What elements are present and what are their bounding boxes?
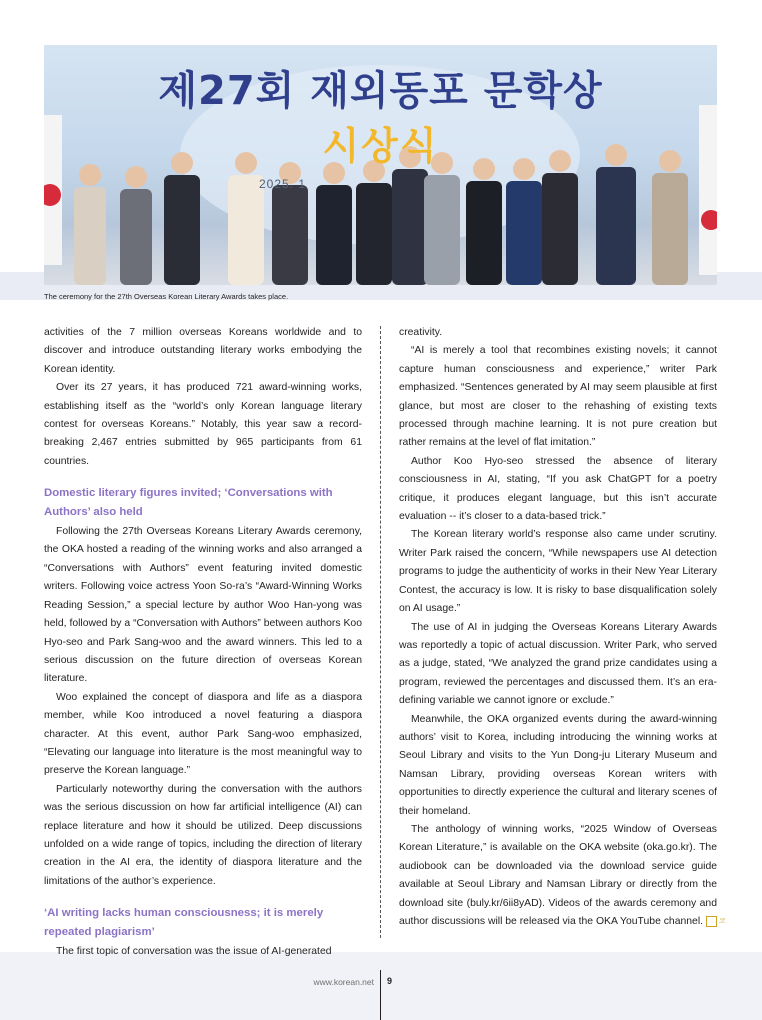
paragraph: Woo explained the concept of diaspora and life as a diaspora member, while Koo introduced a novel featuring a diaspora character. At this event, author Park Sang-woo emphasized, “Elevating our language into literature is the most meaningful way to preserve the Korean language.”	[44, 691, 362, 777]
paragraph: The use of AI in judging the Overseas Koreans Literary Awards was reportedly a topic of actual discussion. Writer Park, who served as a judge, stated, “We analyzed the grand prize candidates using a program, reviewed the percentages and discussed them. It’s an era-defining variable we cannot ignore or exclude.”	[399, 621, 717, 707]
paragraph: Meanwhile, the OKA organized events during the award-winning authors’ visit to Korea, including introducing the winning works at Seoul Library and visits to the Yun Dong-ju Literary Museum and Namsan Library, providing overseas Korean writers with opportunities to directly experience the cultural and literary scenes of their homeland.	[399, 713, 717, 817]
paragraph: “AI is merely a tool that recombines existing novels; it cannot capture human consciousness and experience,” writer Park emphasized. “Sentences generated by AI may seem plausible at first glance, but most are closer to the rehashing of existing texts processed through machine learning. It is not pure creation but rather remains at the level of flat imitation.”	[399, 345, 717, 449]
paragraph: Following the 27th Overseas Koreans Literary Awards ceremony, the OKA hosted a reading of the winning works and also arranged a “Conversations with Authors” event featuring invited domestic writers. Following voice actress Yoon So-ra’s “Award-Winning Works Reading Session,” a special lecture by author Woo Han-yong was held, followed by a “Conversation with Authors” between authors Koo Hyo-seo and Park Sang-woo and the award winners. This led to a serious discussion on the future direction of overseas Korean literature.	[44, 526, 362, 685]
photo-banner-title: 제27회 재외동포 문학상	[158, 68, 603, 114]
photo-banner-subtitle: 시상식	[322, 124, 439, 168]
paragraph: The first topic of conversation was the issue of AI-generated	[56, 946, 332, 957]
page-number: 9	[387, 976, 393, 986]
photo-caption: The ceremony for the 27th Overseas Korean Literary Awards takes place.	[44, 292, 289, 301]
end-mark-icon: 코	[706, 916, 717, 927]
photo-banner-date: 2025. 1	[259, 177, 307, 191]
footer-website-link[interactable]: www.korean.net	[313, 977, 374, 987]
paragraph: creativity.	[399, 327, 443, 338]
column-divider	[380, 326, 381, 938]
bottom-color-band	[0, 952, 762, 1020]
ceremony-photo	[44, 45, 717, 285]
paragraph-final	[399, 821, 726, 931]
paragraph-text: The anthology of winning works, “2025 Window of Overseas Korean Literature,” is available on the OKA website (oka.go.kr). The audiobook can be downloaded via the download service guide available at Seoul Library and Namsan Library or directly from the download site (buly.kr/6ii8yAD). Videos of the awards ceremony and author discussions will be released via the OKA YouTube channel.	[399, 823, 717, 927]
paragraph: activities of the 7 million overseas Koreans worldwide and to discover and introduce outstanding literary works embodying the Korean identity.	[44, 327, 362, 375]
article-column-left	[44, 324, 362, 961]
paragraph: Author Koo Hyo-seo stressed the absence of literary consciousness in AI, stating, “If you ask ChatGPT for a poetry critique, it produces elegant language, but this isn’t accurate evaluation -- it’s closer to a data-based trick.”	[399, 455, 717, 523]
section-heading: Domestic literary figures invited; ‘Conversations with Authors’ also held	[44, 487, 333, 518]
section-heading: ‘AI writing lacks human consciousness; it is merely repeated plagiarism’	[44, 907, 324, 938]
article-column-right	[399, 324, 726, 931]
paragraph: The Korean literary world’s response also came under scrutiny. Writer Park raised the concern, “While newspapers use AI detection programs to judge the authenticity of works in their New Year Literary Contest, the accuracy is low. It is risky to base disqualification solely on AI usage.”	[399, 529, 717, 615]
footer-divider	[380, 970, 381, 1020]
paragraph: Particularly noteworthy during the conversation with the authors was the serious discussion on how far artificial intelligence (AI) can replace literature and how it should be utilized. Deep discussions unfolded on a wide range of topics, including the direction of literary creation in the AI era, the identity of diaspora literature and the limitations of the author’s experience.	[44, 783, 362, 887]
paragraph: Over its 27 years, it has produced 721 award-winning works, establishing itself as the “world’s only Korean language literary contest for overseas Koreans.” Notably, this year saw a record-breaking 2,467 entries submitted by 965 participants from 61 countries.	[44, 382, 362, 467]
